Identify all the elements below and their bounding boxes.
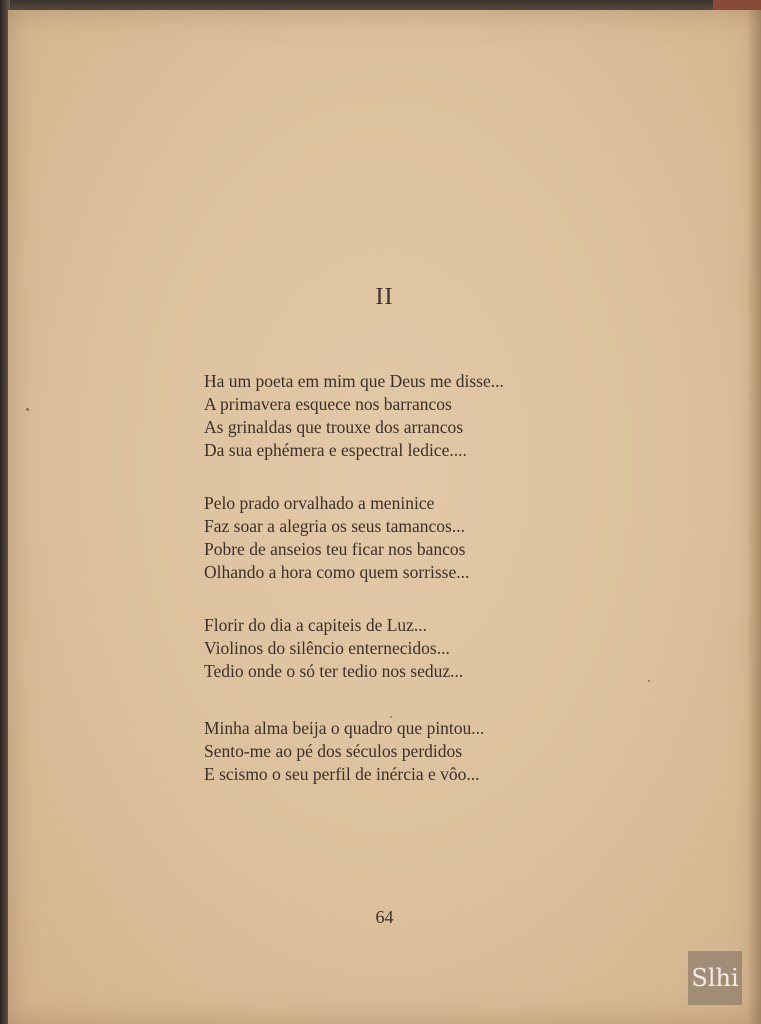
book-page [8, 10, 761, 1024]
stanza-1 [204, 370, 644, 462]
stanza-4 [204, 717, 644, 786]
page-number: 64 [375, 907, 394, 927]
poem-line: Ha um poeta em mim que Deus me disse... [204, 371, 504, 391]
stanza-3 [204, 614, 644, 683]
poem-line: Tedio onde o só ter tedio nos seduz... [204, 661, 464, 681]
poem-line: Sento-me ao pé dos séculos perdidos [204, 741, 463, 761]
poem-line: Pobre de anseios teu ficar nos bancos [204, 539, 466, 559]
poem-line: Pelo prado orvalhado a meninice [204, 493, 435, 513]
poem-line: Faz soar a alegria os seus tamancos... [204, 516, 465, 536]
poem-line: Violinos do silêncio enternecidos... [204, 638, 450, 658]
poem-line: E scismo o seu perfil de inércia e vôo... [204, 764, 480, 784]
poem-line: As grinaldas que trouxe dos arrancos [204, 417, 464, 437]
poem-line: Da sua ephémera e espectral ledice.... [204, 440, 467, 460]
paper-speck [26, 408, 29, 411]
library-logo: Slhi [688, 951, 742, 1005]
section-numeral: II [375, 284, 394, 310]
poem-line: A primavera esquece nos barrancos [204, 394, 452, 414]
poem-line: Florir do dia a capiteis de Luz... [204, 615, 428, 635]
poem [204, 370, 644, 816]
stanza-2 [204, 492, 644, 584]
poem-line: Olhando a hora como quem sorrisse... [204, 562, 470, 582]
paper-speck [648, 680, 650, 682]
poem-line: Minha alma beija o quadro que pintou... [204, 718, 485, 738]
page-edge-shade [747, 10, 761, 1024]
